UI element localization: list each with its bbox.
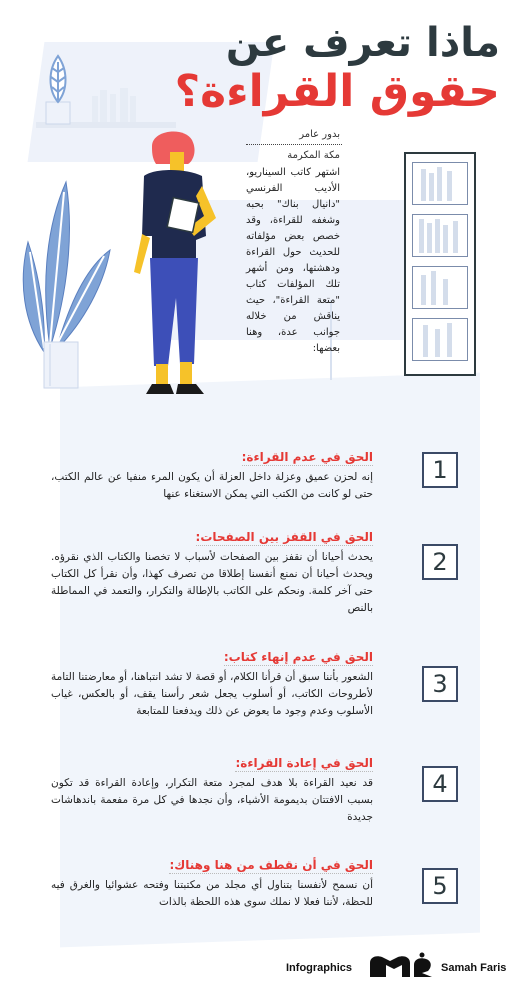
book xyxy=(443,279,448,305)
item-body: الشعور بأننا سبق أن قرأنا الكلام، أو قصة لا تشد انتباهنا، أو معارضتنا التامة لأطروحات الكاتب، أو أسلوب يجعل شعر رأسنا يقف، أو بالعكس، غياب الأسلوب وعدم وجود ما يعوض عن ذلك ويدفعنا للمتابعة xyxy=(51,671,373,717)
reader-person-illustration xyxy=(124,126,220,398)
footer-credit-label: Infographics xyxy=(286,962,353,974)
decor-book xyxy=(120,88,128,122)
book xyxy=(447,171,452,201)
decor-book xyxy=(130,96,136,122)
shelf-compartment xyxy=(412,214,468,257)
book xyxy=(431,271,436,305)
item-number-badge: 3 xyxy=(422,666,458,702)
book xyxy=(447,323,452,357)
right-item-3 xyxy=(51,650,458,750)
book xyxy=(421,275,426,305)
small-plant-icon xyxy=(38,50,78,126)
makkah-logo-icon xyxy=(366,951,436,981)
plant-icon xyxy=(14,172,114,390)
right-item-1 xyxy=(51,450,458,520)
decor-book xyxy=(110,94,116,122)
book xyxy=(453,221,458,253)
book xyxy=(429,173,434,201)
item-number-badge: 5 xyxy=(422,868,458,904)
item-heading: الحق في عدم إنهاء كتاب: xyxy=(223,650,373,664)
right-item-5 xyxy=(51,858,458,928)
footer-designer-name: Samah Faris xyxy=(441,962,507,974)
author-city: مكة المكرمة xyxy=(287,150,340,161)
shelf-compartment xyxy=(412,266,468,309)
shelf-compartment xyxy=(412,318,468,361)
book xyxy=(421,169,426,201)
book xyxy=(435,329,440,357)
book xyxy=(423,325,428,357)
right-item-2 xyxy=(51,530,458,640)
item-number-badge: 2 xyxy=(422,544,458,580)
book xyxy=(443,225,448,253)
item-body: قد نعيد القراءة بلا هدف لمجرد متعة التكرار، وإعادة القراءة قد تكون بسبب الافتتان بديمومة الأشياء، وأن نجدها في كل مرة مفعمة باندهاشات جديدة xyxy=(51,777,373,823)
book xyxy=(435,219,440,253)
decor-book xyxy=(92,96,98,122)
item-body: يحدث أحيانا أن نقفز بين الصفحات لأسباب لا تخصنا والكتاب الذي نقرؤه. ويحدث أحيانا أن نمنع أنفسنا إطلاقا من تصرف كهذا، وأن نقرأ كل الكتاب حتى آخر كلمة. ونحكم على الكاتب بالإطالة والتكرار، والتعمد في المماطلة بالنص xyxy=(51,551,373,614)
item-number-badge: 1 xyxy=(422,452,458,488)
item-heading: الحق في القفز بين الصفحات: xyxy=(195,530,373,544)
item-heading: الحق في عدم القراءة: xyxy=(241,450,373,464)
item-body: إنه لحزن عميق وعزلة داخل العزلة أن يكون المرء منفيا عن عالم الكتب، حتى لو كانت من الكتب التي يمكن الاستغناء عنها xyxy=(51,471,373,500)
book xyxy=(419,219,424,253)
bookshelf-icon xyxy=(404,152,476,376)
item-heading: الحق في إعادة القراءة: xyxy=(235,756,373,770)
page-subtitle: حقوق القراءة؟ xyxy=(174,66,500,117)
item-number-badge: 4 xyxy=(422,766,458,802)
item-heading: الحق في أن نقطف من هنا وهناك: xyxy=(169,858,373,872)
intro-paragraph: اشتهر كاتب السيناريو، الأديب الفرنسي "دانيال بناك" بحبه وشغفه للقراءة، وقد خصص بعض مؤلفاته للحديث حول القراءة ودهشتها، ومن أشهر تلك المؤلفات كتاب "متعة القراءة"، حيث يناقش من خلاله جوانب عدة، وهنا بعضها: xyxy=(246,167,340,354)
author-name: بدور عامر xyxy=(299,129,340,140)
decor-book xyxy=(100,90,107,122)
page-title: ماذا تعرف عن xyxy=(225,20,500,66)
book xyxy=(427,223,432,253)
dotted-divider xyxy=(246,144,342,145)
book xyxy=(437,167,442,201)
right-item-4 xyxy=(51,756,458,846)
item-body: أن نسمح لأنفسنا بتناول أي مجلد من مكتبتنا وفتحه عشوائيا والغرق فيه للحظة، لأننا فعلا لا نملك سوى هذه اللحظة بالذات xyxy=(51,879,373,908)
shelf-compartment xyxy=(412,162,468,205)
